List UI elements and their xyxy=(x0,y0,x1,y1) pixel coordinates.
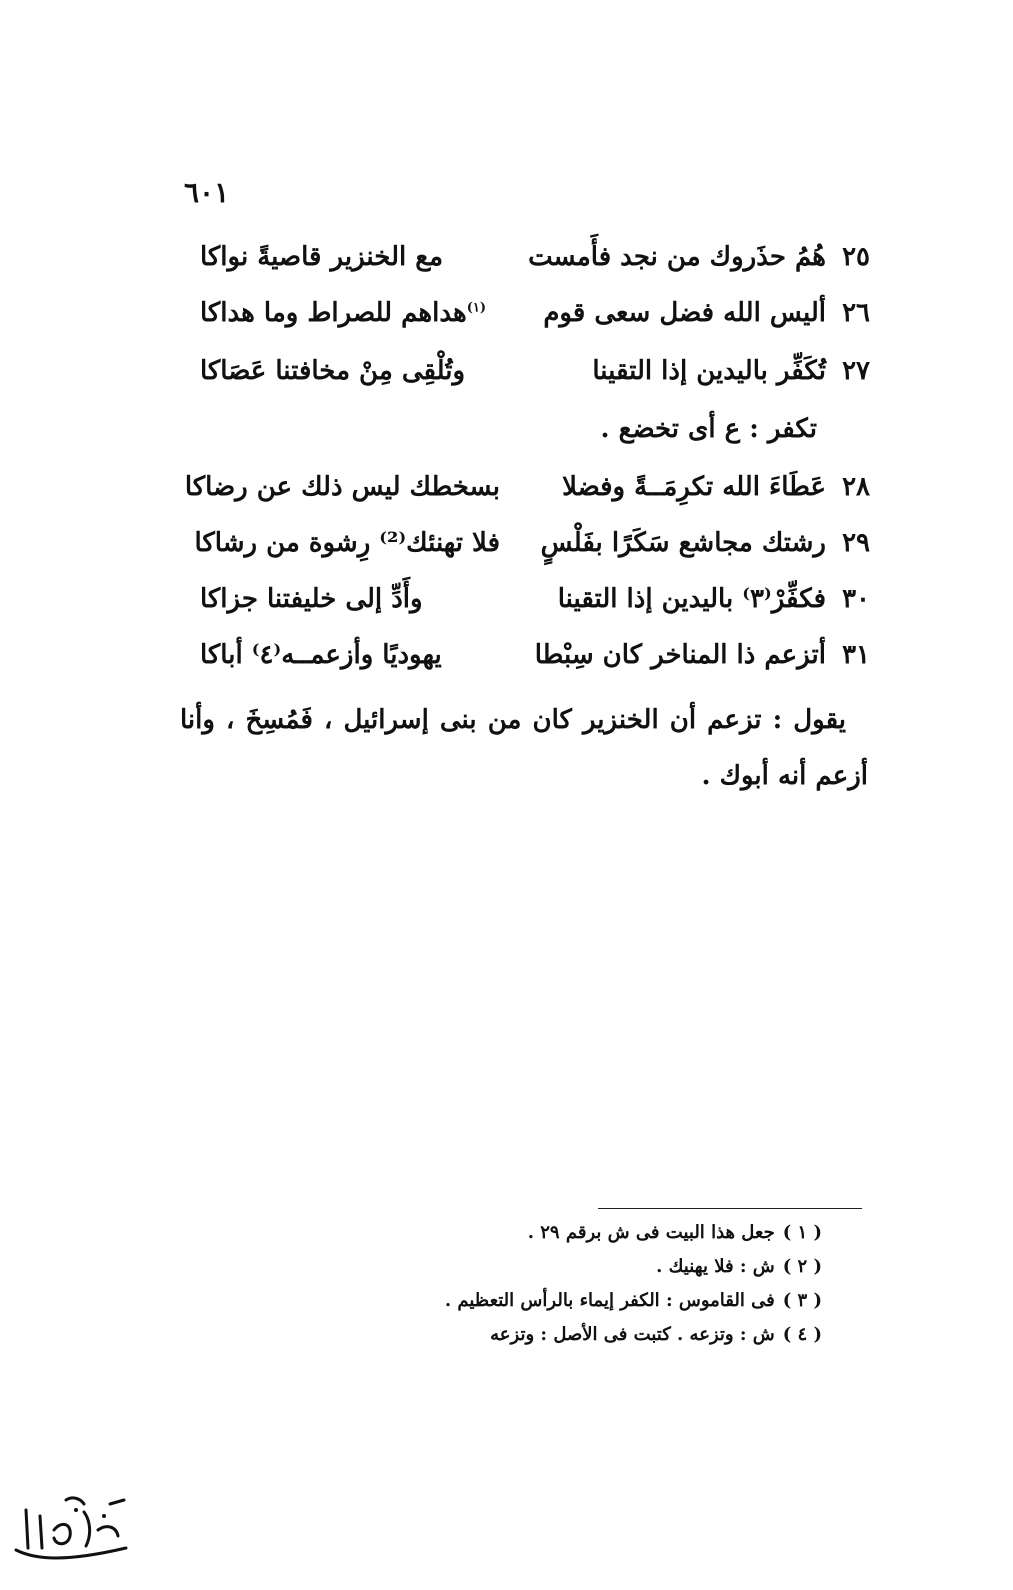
verse-29 xyxy=(194,522,870,570)
verse-second-hemistich: فلا تهنئك⁽²⁾ رِشوة من رشاكا xyxy=(194,528,500,558)
verse-first-hemistich: رشتك مجاشع سَكَرًا بفَلْسٍ xyxy=(540,528,826,558)
verse-number: ٢٨ xyxy=(842,472,870,502)
footnote-2 xyxy=(400,1256,822,1277)
verse-first-hemistich: أتزعم ذا المناخر كان سِبْطا xyxy=(534,640,826,670)
verse-second-hemistich: وتُلْقِى مِنْ مخافتنا عَصَاكا xyxy=(200,356,466,386)
footnote-mark: ( ١ ) xyxy=(782,1222,822,1243)
footnote-text: جعل هذا البيت فى ش برقم ٢٩ . xyxy=(527,1222,775,1243)
verse-number: ٢٩ xyxy=(842,528,870,558)
verse-first-hemistich: أليس الله فضل سعى قوم xyxy=(543,298,826,328)
verse-25 xyxy=(200,236,870,284)
verse-number: ٢٦ xyxy=(842,298,870,328)
verse-second-hemistich: وأَدِّ إلى خليفتنا جزاكا xyxy=(200,584,423,614)
footnote-text: فى القاموس : الكفر إيماء بالرأس التعظيم . xyxy=(444,1290,775,1311)
footnote-mark: ( ٤ ) xyxy=(782,1324,822,1345)
footnote-mark: ( ٢ ) xyxy=(782,1256,822,1277)
verse-number: ٢٥ xyxy=(842,242,870,272)
footnote-text: ش : وتزعه . كتبت فى الأصل : وتزعه xyxy=(490,1324,775,1345)
verse-number: ٣١ xyxy=(842,640,870,670)
footnote-1 xyxy=(400,1222,822,1243)
calligraphy-logo xyxy=(6,1490,146,1570)
calligraphy-logo-icon xyxy=(6,1490,146,1570)
verse-first-hemistich: فكفِّرْ⁽٣⁾ باليدين إذا التقينا xyxy=(557,584,826,614)
verse-number: ٣٠ xyxy=(842,584,870,614)
footnote-mark: ( ٣ ) xyxy=(782,1290,822,1311)
footnote-3 xyxy=(400,1290,822,1311)
verse-28 xyxy=(184,466,870,514)
verse-first-hemistich: تُكَفِّر باليدين إذا التقينا xyxy=(592,356,826,386)
verse-30 xyxy=(200,578,870,626)
verse-first-hemistich: عَطَاءَ الله تكرِمَــةً وفضلا xyxy=(562,472,826,502)
verse-first-hemistich: هُمُ حذَروك من نجد فأَمست xyxy=(528,242,826,272)
verse-27 xyxy=(200,350,870,398)
footnote-separator xyxy=(598,1208,862,1209)
page-number: ٦٠١ xyxy=(184,176,230,209)
verse-26 xyxy=(200,292,870,340)
verse-second-hemistich: يهوديًا وأزعمــه⁽٤⁾ أباكا xyxy=(200,640,442,670)
footnote-ref: (١) xyxy=(466,300,487,316)
verse-31 xyxy=(200,634,870,682)
hemistich-text: هداهم للصراط وما هداكا xyxy=(200,298,467,328)
verse-number: ٢٧ xyxy=(842,356,870,386)
footnote-text: ش : فلا يهنيك . xyxy=(656,1256,775,1277)
verse-27-gloss: تكفر : ع أى تخضع . xyxy=(600,414,817,444)
footnote-4 xyxy=(400,1324,822,1345)
verse-second-hemistich: مع الخنزير قاصيةً نواكا xyxy=(200,242,444,272)
commentary-paragraph: يقول : تزعم أن الخنزير كان من بنى إسرائيل ، فَمُسِخَ ، وأنا أزعم أنه أبوك . xyxy=(180,705,868,791)
verse-second-hemistich xyxy=(200,298,500,328)
verse-second-hemistich: بسخطك ليس ذلك عن رضاكا xyxy=(184,472,500,502)
